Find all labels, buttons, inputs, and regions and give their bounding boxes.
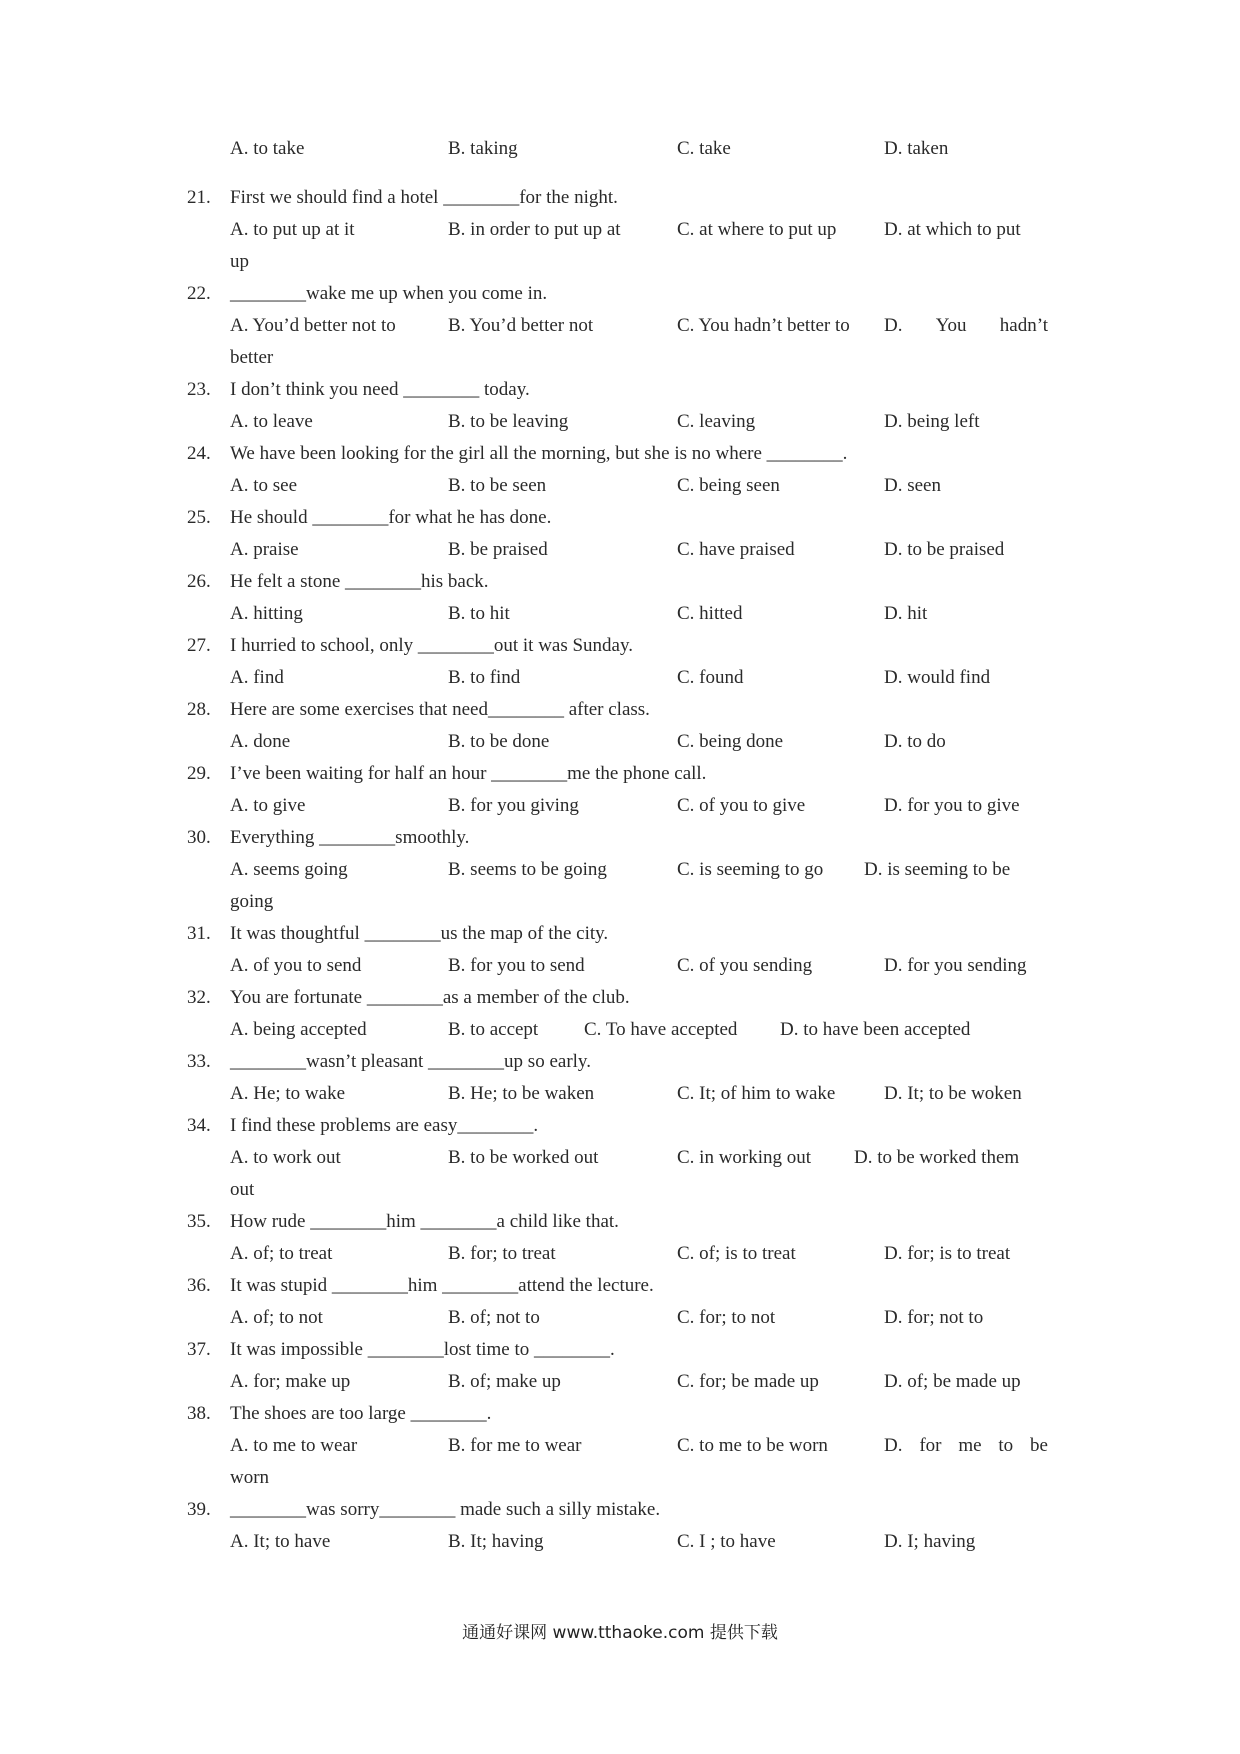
option-b: B. to be seen bbox=[448, 475, 547, 496]
option-c: C. being done bbox=[677, 731, 784, 752]
option-b: B. for you giving bbox=[448, 795, 579, 816]
question-number: 38. bbox=[187, 1403, 211, 1424]
option-d bbox=[884, 310, 1048, 342]
option-a: A. seems going bbox=[230, 859, 348, 880]
option-d-word: be bbox=[1030, 1435, 1048, 1456]
option-c: C. of you sending bbox=[677, 955, 813, 976]
option-d: D. for you sending bbox=[884, 955, 1027, 976]
option-a: A. It; to have bbox=[230, 1531, 331, 1552]
option-a: A. of you to send bbox=[230, 955, 362, 976]
option-b: B. to hit bbox=[448, 603, 510, 624]
option-a: A. done bbox=[230, 731, 291, 752]
option-c: C. at where to put up bbox=[677, 219, 837, 240]
option-b: B. It; having bbox=[448, 1531, 544, 1552]
question-stem: First we should find a hotel ________for the night. bbox=[230, 187, 618, 208]
option-d: D. at which to put bbox=[884, 219, 1021, 240]
question-number: 31. bbox=[187, 923, 211, 944]
question-stem: ________wasn’t pleasant ________up so early. bbox=[230, 1051, 591, 1072]
question-stem: The shoes are too large ________. bbox=[230, 1403, 492, 1424]
page-footer: 通通好课网 www.tthaoke.com 提供下载 bbox=[462, 1623, 778, 1643]
question-number: 33. bbox=[187, 1051, 211, 1072]
question-stem: You are fortunate ________as a member of the club. bbox=[230, 987, 630, 1008]
option-d: D. It; to be woken bbox=[884, 1083, 1022, 1104]
option-d: D. to be praised bbox=[884, 539, 1005, 560]
option-c: C. leaving bbox=[677, 411, 756, 432]
option-a: A. to me to wear bbox=[230, 1435, 358, 1456]
option-c: C. in working out bbox=[677, 1147, 812, 1168]
option-c: C. to me to be worn bbox=[677, 1435, 828, 1456]
question-stem: It was impossible ________lost time to ________. bbox=[230, 1339, 615, 1360]
question-stem: I don’t think you need ________ today. bbox=[230, 379, 530, 400]
option-d: D. for; is to treat bbox=[884, 1243, 1011, 1264]
question-number: 28. bbox=[187, 699, 211, 720]
question-stem: How rude ________him ________a child like that. bbox=[230, 1211, 619, 1232]
option-d-word: me bbox=[958, 1435, 982, 1456]
option-d-word: D. bbox=[884, 1435, 903, 1456]
option-c: C. have praised bbox=[677, 539, 795, 560]
option-a: A. of; to not bbox=[230, 1307, 323, 1328]
option-c: C. To have accepted bbox=[584, 1019, 738, 1040]
option-a: A. hitting bbox=[230, 603, 303, 624]
option-d-word: for bbox=[919, 1435, 942, 1456]
option-d: D. being left bbox=[884, 411, 980, 432]
question-stem: He should ________for what he has done. bbox=[230, 507, 552, 528]
option-c: C. found bbox=[677, 667, 744, 688]
option-a: A. to put up at it bbox=[230, 219, 355, 240]
question-stem: It was thoughtful ________us the map of the city. bbox=[230, 923, 609, 944]
option-b: B. to be done bbox=[448, 731, 550, 752]
option-c: C. for; to not bbox=[677, 1307, 776, 1328]
question-number: 21. bbox=[187, 187, 211, 208]
option-c: C. of you to give bbox=[677, 795, 806, 816]
question-stem: He felt a stone ________his back. bbox=[230, 571, 489, 592]
question-number: 29. bbox=[187, 763, 211, 784]
question-number: 36. bbox=[187, 1275, 211, 1296]
option-d: D. to have been accepted bbox=[780, 1019, 971, 1040]
option-d: D. seen bbox=[884, 475, 941, 496]
option-a: A. of; to treat bbox=[230, 1243, 333, 1264]
option-d: D. is seeming to be bbox=[864, 859, 1011, 880]
question-number: 22. bbox=[187, 283, 211, 304]
option-d: D. for you to give bbox=[884, 795, 1020, 816]
option-b: B. for you to send bbox=[448, 955, 585, 976]
option-d-continued: better bbox=[230, 347, 274, 368]
question-stem: Here are some exercises that need________ after class. bbox=[230, 699, 650, 720]
question-number: 27. bbox=[187, 635, 211, 656]
option-b: B. in order to put up at bbox=[448, 219, 621, 240]
question-number: 37. bbox=[187, 1339, 211, 1360]
question-number: 26. bbox=[187, 571, 211, 592]
option-d: D. hit bbox=[884, 603, 928, 624]
question-stem: It was stupid ________him ________attend the lecture. bbox=[230, 1275, 654, 1296]
question-stem: I’ve been waiting for half an hour ________me the phone call. bbox=[230, 763, 707, 784]
option-d: D. to do bbox=[884, 731, 946, 752]
question-number: 39. bbox=[187, 1499, 211, 1520]
option-d: D. for; not to bbox=[884, 1307, 984, 1328]
option-d-word: You bbox=[935, 315, 967, 336]
option-a: A. find bbox=[230, 667, 284, 688]
option-a: A. being accepted bbox=[230, 1019, 367, 1040]
option-a: A. to see bbox=[230, 475, 298, 496]
option-b: B. of; not to bbox=[448, 1307, 540, 1328]
option-c: C. take bbox=[677, 138, 731, 159]
option-b: B. to be leaving bbox=[448, 411, 569, 432]
question-number: 34. bbox=[187, 1115, 211, 1136]
option-b: B. You’d better not bbox=[448, 315, 594, 336]
option-d-continued: out bbox=[230, 1179, 255, 1200]
option-d-continued: worn bbox=[230, 1467, 270, 1488]
option-d bbox=[884, 1430, 1048, 1462]
option-b: B. He; to be waken bbox=[448, 1083, 595, 1104]
option-b: B. be praised bbox=[448, 539, 548, 560]
option-c: C. is seeming to go bbox=[677, 859, 824, 880]
option-d: D. of; be made up bbox=[884, 1371, 1021, 1392]
option-b: B. seems to be going bbox=[448, 859, 607, 880]
option-a: A. to work out bbox=[230, 1147, 341, 1168]
option-c: C. being seen bbox=[677, 475, 780, 496]
option-b: B. of; make up bbox=[448, 1371, 561, 1392]
option-b: B. to accept bbox=[448, 1019, 539, 1040]
option-d-continued: going bbox=[230, 891, 274, 912]
question-number: 23. bbox=[187, 379, 211, 400]
option-c: C. It; of him to wake bbox=[677, 1083, 836, 1104]
option-a: A. to give bbox=[230, 795, 306, 816]
option-c: C. hitted bbox=[677, 603, 743, 624]
option-b: B. for; to treat bbox=[448, 1243, 556, 1264]
question-number: 35. bbox=[187, 1211, 211, 1232]
option-d: D. taken bbox=[884, 138, 949, 159]
option-a: A. to take bbox=[230, 138, 305, 159]
option-a: A. to leave bbox=[230, 411, 313, 432]
option-d-word: D. bbox=[884, 315, 903, 336]
option-b: B. taking bbox=[448, 138, 518, 159]
option-d: D. would find bbox=[884, 667, 991, 688]
question-stem: Everything ________smoothly. bbox=[230, 827, 470, 848]
option-a: A. for; make up bbox=[230, 1371, 351, 1392]
option-d-word: hadn’t bbox=[999, 315, 1048, 336]
option-a: A. praise bbox=[230, 539, 299, 560]
option-a: A. He; to wake bbox=[230, 1083, 346, 1104]
question-stem: I find these problems are easy________. bbox=[230, 1115, 539, 1136]
option-d-word: to bbox=[998, 1435, 1014, 1456]
question-stem: ________wake me up when you come in. bbox=[230, 283, 548, 304]
question-stem: I hurried to school, only ________out it was Sunday. bbox=[230, 635, 634, 656]
option-d: D. to be worked them bbox=[854, 1147, 1020, 1168]
option-d-continued: up bbox=[230, 251, 249, 272]
question-number: 32. bbox=[187, 987, 211, 1008]
option-b: B. to find bbox=[448, 667, 521, 688]
question-number: 30. bbox=[187, 827, 211, 848]
question-number: 25. bbox=[187, 507, 211, 528]
question-number: 24. bbox=[187, 443, 211, 464]
question-stem: ________was sorry________ made such a silly mistake. bbox=[230, 1499, 661, 1520]
option-b: B. to be worked out bbox=[448, 1147, 599, 1168]
option-a: A. You’d better not to bbox=[230, 315, 396, 336]
option-c: C. I ; to have bbox=[677, 1531, 776, 1552]
option-d: D. I; having bbox=[884, 1531, 976, 1552]
option-c: C. for; be made up bbox=[677, 1371, 819, 1392]
option-b: B. for me to wear bbox=[448, 1435, 582, 1456]
option-c: C. of; is to treat bbox=[677, 1243, 796, 1264]
option-c: C. You hadn’t better to bbox=[677, 315, 850, 336]
question-stem: We have been looking for the girl all the morning, but she is no where ________. bbox=[230, 443, 848, 464]
